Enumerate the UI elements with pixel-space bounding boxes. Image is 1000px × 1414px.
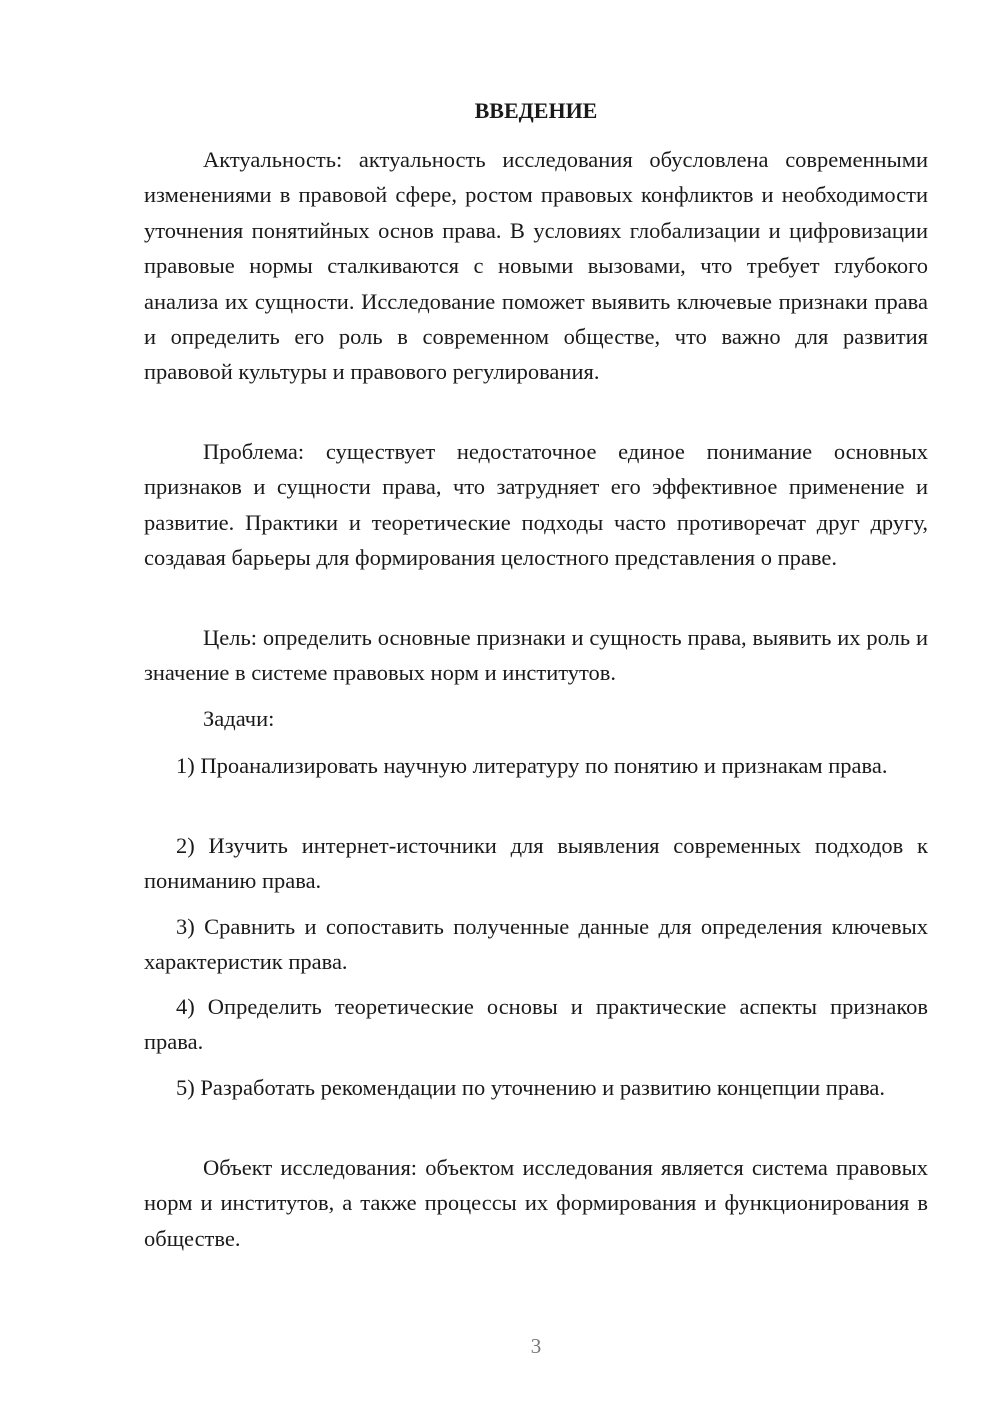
task-item-4: 4) Определить теоретические основы и практические аспекты признаков права. [144,994,928,1055]
object-paragraph: Объект исследования: объектом исследования является система правовых норм и институтов, а также процессы их формирования и функционирования в обществе. [144,1155,928,1251]
goal-paragraph: Цель: определить основные признаки и сущность права, выявить их роль и значение в системе правовых норм и институтов. [144,625,928,686]
page-number: 3 [530,1334,542,1358]
tasks-label: Задачи: [203,706,275,731]
task-item-3: 3) Сравнить и сопоставить полученные данные для определения ключевых характеристик права. [144,914,928,975]
relevance-paragraph: Актуальность: актуальность исследования обусловлена современными изменениями в правовой сфере, ростом правовых конфликтов и необходимости уточнения понятийных основ права. В условиях глобализации и цифровизации правовые нормы сталкиваются с новыми вызовами, что требует глубокого анализа их сущности. Исследование поможет выявить ключевые признаки права и определить его роль в современном обществе, что важно для развития правовой культуры и правового регулирования. [144,147,928,385]
task-item-2: 2) Изучить интернет-источники для выявления современных подходов к пониманию права. [144,833,928,894]
problem-paragraph: Проблема: существует недостаточное единое понимание основных признаков и сущности права, что затрудняет его эффективное применение и развитие. Практики и теоретические подходы часто противоречат друг другу, создавая барьеры для формирования целостного представления о праве. [144,439,928,571]
task-item-1: 1) Проанализировать научную литературу по понятию и признакам права. [176,753,888,778]
task-item-5: 5) Разработать рекомендации по уточнению и развитию концепции права. [176,1075,886,1100]
section-heading: ВВЕДЕНИЕ [474,98,598,123]
